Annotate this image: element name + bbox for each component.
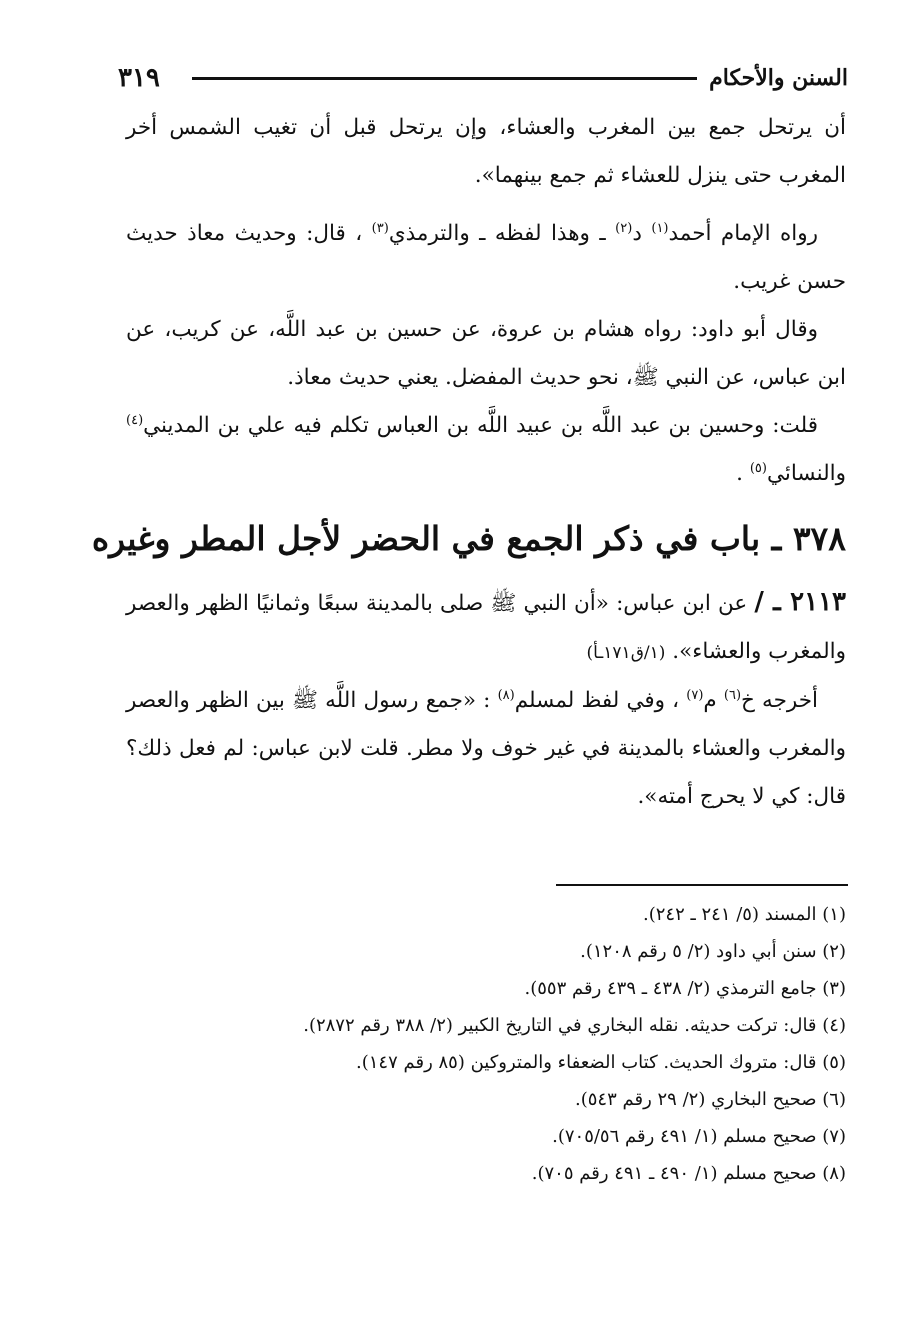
footnote-ref-1: (١) xyxy=(651,220,669,236)
hadith-paragraph xyxy=(126,578,846,677)
footnote-ref-2: (٢) xyxy=(615,220,633,236)
footnote-ref-8: (٨) xyxy=(497,687,515,703)
main-text xyxy=(91,104,846,821)
running-header xyxy=(118,58,848,98)
running-title: السنن والأحكام xyxy=(709,65,848,91)
paragraph-2-text-a: رواه الإمام أحمد xyxy=(668,221,819,246)
takhrij-text-b: م xyxy=(703,688,724,713)
footnote-ref-3: (٣) xyxy=(371,220,389,236)
footnote-ref-4: (٤) xyxy=(126,412,144,428)
footnote-3: (٣) جامع الترمذي (٢/ ٤٣٨ ـ ٤٣٩ رقم ٥٥٣). xyxy=(524,978,846,999)
paragraph-4 xyxy=(126,402,846,498)
hadith-text: عن ابن عباس: «أن النبي ﷺ صلى بالمدينة سبعًا وثمانيًا الظهر والعصر والمغرب والعشاء». xyxy=(126,591,846,664)
paragraph-2-text-d: ، قال: وحديث معاذ حديث حسن غريب. xyxy=(126,221,846,294)
takhrij-paragraph xyxy=(126,677,846,821)
paragraph-4-text-c: . xyxy=(736,461,750,486)
footnotes xyxy=(150,896,846,1192)
paragraph-3: وقال أبو داود: رواه هشام بن عروة، عن حسين بن عبد اللَّه، عن كريب، عن ابن عباس، عن النبي ﷺ، نحو حديث المفضل. يعني حديث معاذ. xyxy=(126,317,846,390)
footnote-4: (٤) قال: تركت حديثه. نقله البخاري في التاريخ الكبير (٢/ ٣٨٨ رقم ٢٨٧٢). xyxy=(303,1015,846,1036)
footnote-separator xyxy=(556,884,848,886)
chapter-heading: ٣٧٨ ـ باب في ذكر الجمع في الحضر لأجل المطر وغيره xyxy=(91,519,846,558)
manuscript-reference: (١/ق١٧١ـأ) xyxy=(586,643,666,663)
takhrij-text-c: ، وفي لفظ لمسلم xyxy=(514,688,687,713)
footnote-5: (٥) قال: متروك الحديث. كتاب الضعفاء والمتروكين (٨٥ رقم ١٤٧). xyxy=(356,1052,846,1073)
footnote-2: (٢) سنن أبي داود (٢/ ٥ رقم ١٢٠٨). xyxy=(580,941,846,962)
footnote-8: (٨) صحيح مسلم (١/ ٤٩٠ ـ ٤٩١ رقم ٧٠٥). xyxy=(531,1163,846,1184)
footnote-ref-5: (٥) xyxy=(749,460,767,476)
paragraph-2 xyxy=(126,210,846,306)
takhrij-text-d: : «جمع رسول اللَّه ﷺ بين الظهر والعصر والمغرب والعشاء بالمدينة في غير خوف ولا مطر. قلت لابن عباس: لم فعل ذلك؟ قال: كي لا يحرج أمته». xyxy=(126,688,846,809)
header-rule xyxy=(192,77,697,80)
paragraph-4-text-b: والنسائي xyxy=(766,461,846,486)
footnote-ref-7: (٧) xyxy=(686,687,704,703)
paragraph-1: أن يرتحل جمع بين المغرب والعشاء، وإن يرتحل قبل أن تغيب الشمس أخر المغرب حتى ينزل للعشاء ثم جمع بينهما». xyxy=(126,115,846,188)
paragraph-2-text-c: ـ وهذا لفظه ـ والترمذي xyxy=(388,221,616,246)
footnote-1: (١) المسند (٥/ ٢٤١ ـ ٢٤٢). xyxy=(643,904,846,925)
footnote-7: (٧) صحيح مسلم (١/ ٤٩١ رقم ٧٠٥/٥٦). xyxy=(552,1126,846,1147)
paragraph-4-text-a: قلت: وحسين بن عبد اللَّه بن عبيد اللَّه بن العباس تكلم فيه علي بن المديني xyxy=(143,413,818,438)
takhrij-text-a: أخرجه خ xyxy=(741,688,818,713)
footnote-ref-6: (٦) xyxy=(723,687,742,703)
page-number: ٣١٩ xyxy=(118,63,160,93)
hadith-number: ٢١١٣ ـ / xyxy=(754,587,846,617)
paragraph-2-text-b: د xyxy=(632,221,652,246)
footnote-6: (٦) صحيح البخاري (٢/ ٢٩ رقم ٥٤٣). xyxy=(575,1089,846,1110)
